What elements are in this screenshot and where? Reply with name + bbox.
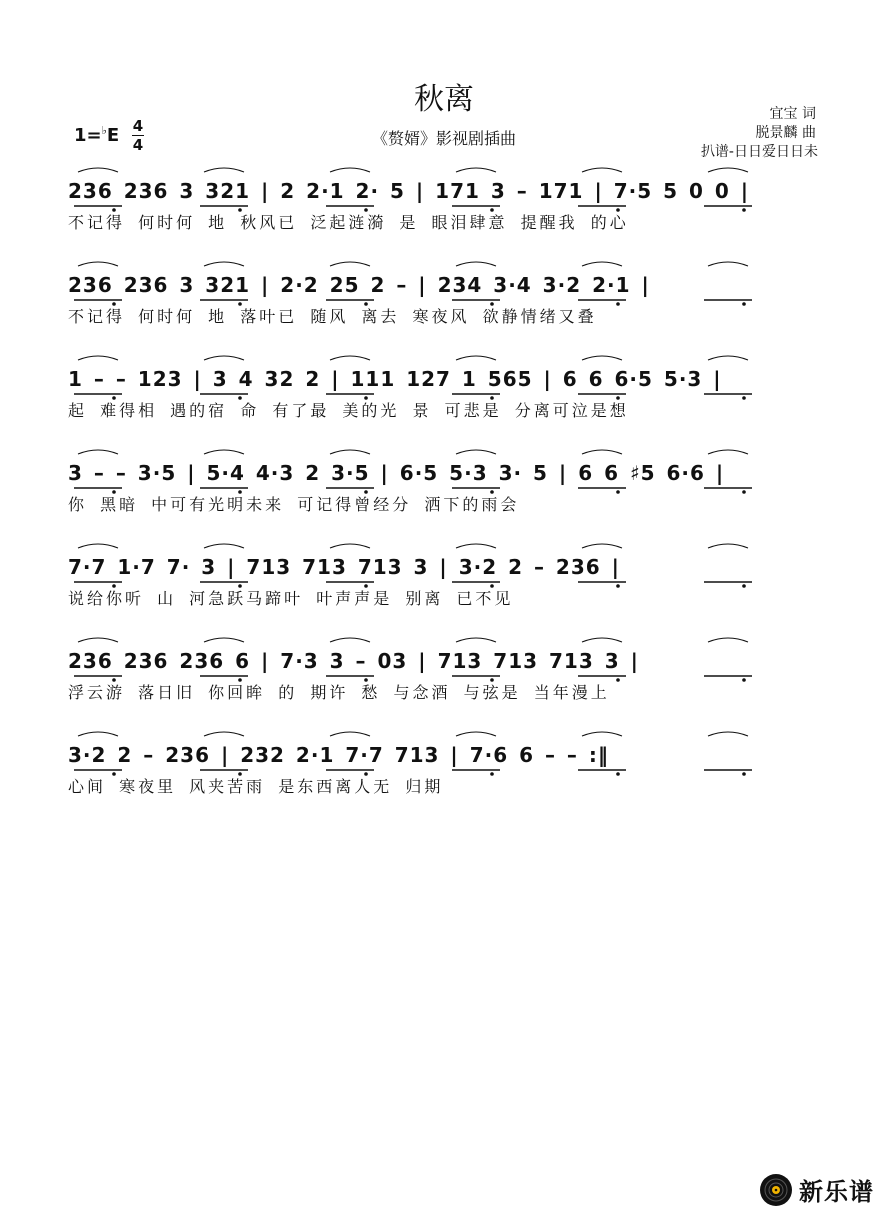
triplet-bracket: [330, 168, 370, 172]
triplet-bracket: [456, 168, 496, 172]
triplet-bracket: [78, 638, 118, 642]
triplet-bracket: [204, 262, 244, 266]
triplet-bracket: [330, 544, 370, 548]
lyric-line: 心间 寒夜里 风夹苦雨 是东西离人无 归期: [68, 777, 444, 796]
time-signature: [131, 117, 145, 154]
notation-line: 236 236 3 321 | 2 2·1 2· 5 | 171 3 – 171 | 7·5 5 0 0 |: [68, 179, 750, 203]
triplet-bracket: [78, 168, 118, 172]
triplet-bracket: [708, 168, 748, 172]
key-note: E: [106, 125, 120, 146]
triplet-bracket: [708, 262, 748, 266]
triplet-bracket: [582, 450, 622, 454]
flat-sign: ♭: [101, 124, 107, 137]
triplet-bracket: [78, 356, 118, 360]
triplet-bracket: [708, 450, 748, 454]
time-signature-top: 4: [132, 117, 144, 135]
triplet-bracket: [582, 356, 622, 360]
notation-line: 236 236 3 321 | 2·2 25 2 – | 234 3·4 3·2 2·1 |: [68, 273, 650, 297]
triplet-bracket: [330, 638, 370, 642]
lyric-line: 浮云游 落日旧 你回眸 的 期许 愁 与念酒 与弦是 当年漫上: [68, 683, 610, 702]
logo-text: 新乐谱: [799, 1178, 874, 1206]
triplet-bracket: [330, 356, 370, 360]
triplet-bracket: [456, 732, 496, 736]
notation-line: 236 236 236 6 | 7·3 3 – 03 | 713 713 713 3 |: [68, 649, 639, 673]
triplet-bracket: [204, 168, 244, 172]
lyricist-credit: 宜宝 词: [769, 106, 816, 122]
triplet-bracket: [456, 262, 496, 266]
lyric-line: 说给你听 山 河急跃马蹄叶 叶声声是 别离 已不见: [68, 589, 514, 608]
lyric-line: 起 难得相 遇的宿 命 有了最 美的光 景 可悲是 分离可泣是想: [68, 401, 629, 420]
triplet-bracket: [582, 732, 622, 736]
triplet-bracket: [456, 638, 496, 642]
triplet-bracket: [330, 732, 370, 736]
triplet-bracket: [330, 450, 370, 454]
lyric-line: 不记得 何时何 地 秋风已 泛起涟漪 是 眼泪肆意 提醒我 的心: [68, 213, 629, 232]
key-signature: [74, 124, 119, 146]
triplet-bracket: [708, 732, 748, 736]
triplet-bracket: [456, 450, 496, 454]
song-title: 秋离: [414, 82, 474, 117]
triplet-bracket: [78, 262, 118, 266]
triplet-bracket: [204, 544, 244, 548]
notation-line: 7·7 1·7 7· 3 | 713 713 713 3 | 3·2 2 – 236 |: [68, 555, 620, 579]
triplet-bracket: [204, 450, 244, 454]
triplet-bracket: [204, 732, 244, 736]
triplet-bracket: [582, 168, 622, 172]
triplet-bracket: [204, 356, 244, 360]
triplet-bracket: [330, 262, 370, 266]
composer-credit: 脱景麟 曲: [755, 125, 816, 141]
triplet-bracket: [708, 638, 748, 642]
triplet-bracket: [708, 356, 748, 360]
lyric-line: 你 黑暗 中可有光明未来 可记得曾经分 洒下的雨会: [68, 495, 520, 514]
site-logo[interactable]: [759, 1172, 874, 1207]
triplet-bracket: [582, 544, 622, 548]
notation-line: 3 – – 3·5 | 5·4 4·3 2 3·5 | 6·5 5·3 3· 5 | 6 6 ♯5 6·6 |: [68, 461, 725, 485]
song-subtitle: 《赘婿》影视剧插曲: [371, 129, 516, 148]
transcriber-credit: 扒谱-日日爱日日未: [700, 144, 818, 160]
key-prefix: 1=: [74, 125, 102, 146]
triplet-bracket: [204, 638, 244, 642]
triplet-bracket: [582, 638, 622, 642]
triplet-bracket: [456, 356, 496, 360]
time-signature-bottom: 4: [132, 136, 144, 154]
triplet-bracket: [78, 544, 118, 548]
triplet-bracket: [708, 544, 748, 548]
triplet-bracket: [78, 732, 118, 736]
triplet-bracket: [582, 262, 622, 266]
notation-line: 1 – – 123 | 3 4 32 2 | 111 127 1 565 | 6 6 6·5 5·3 |: [68, 367, 722, 391]
triplet-bracket: [78, 450, 118, 454]
notation-line: 3·2 2 – 236 | 232 2·1 7·7 713 | 7·6 6 – – :‖: [68, 743, 609, 767]
lyric-line: 不记得 何时何 地 落叶已 随风 离去 寒夜风 欲静情绪又叠: [68, 307, 597, 326]
triplet-bracket: [456, 544, 496, 548]
vinyl-record-icon: [759, 1173, 793, 1207]
